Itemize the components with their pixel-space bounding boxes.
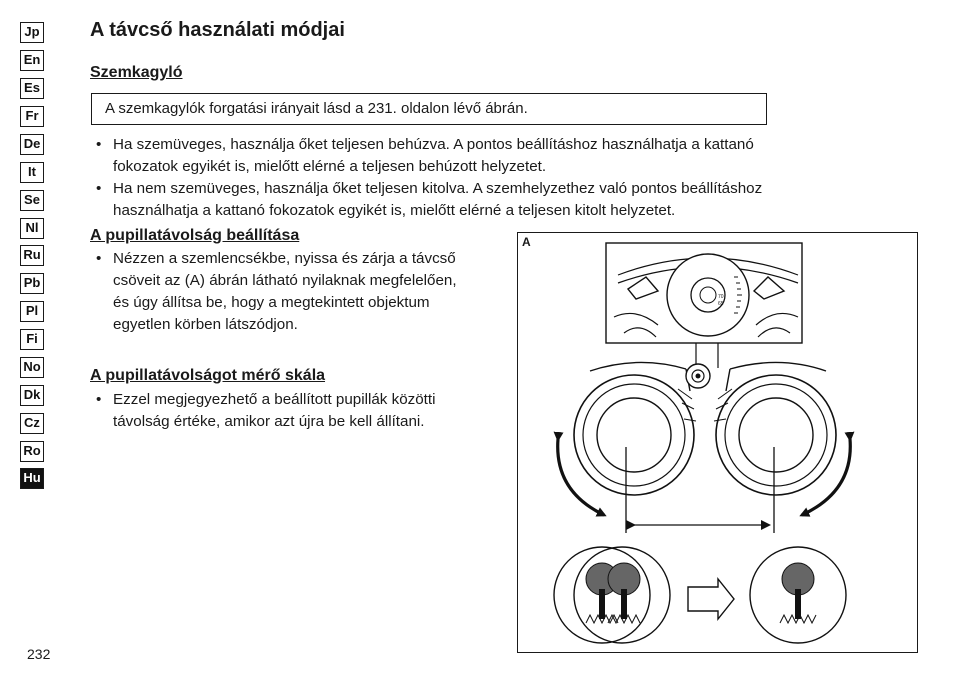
- binocular-illustration: [518, 233, 919, 654]
- dial-mark: 70: [718, 294, 724, 300]
- bullet-dot: •: [96, 136, 102, 153]
- lang-tab-es[interactable]: Es: [20, 78, 44, 99]
- bullet-dot: •: [96, 250, 102, 267]
- lang-tab-ru[interactable]: Ru: [20, 245, 44, 266]
- binocular-body: [574, 362, 836, 495]
- lang-tab-cz[interactable]: Cz: [20, 413, 44, 434]
- list-item: [92, 178, 812, 222]
- eyecup-heading: Szemkagyló: [90, 64, 183, 81]
- lang-tab-no[interactable]: No: [20, 357, 44, 378]
- lang-tab-pb[interactable]: Pb: [20, 273, 44, 294]
- bullet-line: Nézzen a szemlencsékbe, nyissa és zárja a távcső: [113, 250, 456, 267]
- lang-tab-jp[interactable]: Jp: [20, 22, 44, 43]
- lang-tab-fi[interactable]: Fi: [20, 329, 44, 350]
- pupil-adjust-bullet-list: [92, 248, 512, 336]
- bullet-line: Ha szemüveges, használja őket teljesen behúzva. A pontos beállításhoz használhatja a kattanó: [113, 136, 754, 153]
- bullet-line: és úgy állítsa be, hogy a megtekintett objektum: [113, 294, 430, 311]
- pupil-scale-heading: A pupillatávolságot mérő skála: [90, 367, 326, 384]
- page-number: 232: [27, 646, 51, 662]
- bullet-line: egyetlen körben látszódjon.: [113, 316, 298, 333]
- lang-tab-en[interactable]: En: [20, 50, 44, 71]
- bullet-dot: •: [96, 391, 102, 408]
- lang-tab-nl[interactable]: Nl: [20, 218, 44, 239]
- lang-tab-pl[interactable]: Pl: [20, 301, 44, 322]
- double-view-circles: [554, 547, 670, 643]
- bullet-line: Ezzel megjegyezhető a beállított pupillák közötti: [113, 391, 436, 408]
- bullet-line: Ha nem szemüveges, használja őket teljesen kitolva. A szemhelyzethez való pontos beállításhoz: [113, 180, 763, 197]
- scale-inset: [606, 243, 802, 343]
- eyecup-note-box: A szemkagylók forgatási irányait lásd a 231. oldalon lévő ábrán.: [91, 93, 767, 125]
- lang-tab-hu[interactable]: Hu: [20, 468, 44, 489]
- figure-label: A: [522, 235, 531, 249]
- bullet-line: fokozatok egyikét is, mielőtt elérné a teljesen behúzott helyzetet.: [113, 158, 547, 175]
- lang-tab-de[interactable]: De: [20, 134, 44, 155]
- arrow-right-icon: [688, 579, 734, 619]
- lang-tab-se[interactable]: Se: [20, 190, 44, 211]
- list-item: [92, 248, 512, 336]
- lang-tab-fr[interactable]: Fr: [20, 106, 44, 127]
- bullet-line: csöveit az (A) ábrán látható nyilaknak megfelelően,: [113, 272, 457, 289]
- pupil-scale-bullet-list: [92, 389, 512, 433]
- list-item: [92, 389, 512, 433]
- bullet-line: távolság értéke, amikor azt újra be kell állítani.: [113, 413, 425, 430]
- dial-mark: 65: [718, 301, 724, 307]
- figure-a: [517, 232, 918, 653]
- lang-tab-ro[interactable]: Ro: [20, 441, 44, 462]
- pupil-adjust-heading: A pupillatávolság beállítása: [90, 227, 300, 244]
- single-view-circle: [750, 547, 846, 643]
- page-title: A távcső használati módjai: [90, 19, 345, 41]
- bullet-line: használhatja a kattanó fokozatok egyikét is, mielőtt elérné a teljesen kitolt helyzetet.: [113, 202, 676, 219]
- lang-tab-it[interactable]: It: [20, 162, 44, 183]
- eyecup-bullet-list: [92, 134, 812, 222]
- bullet-dot: •: [96, 180, 102, 197]
- list-item: [92, 134, 812, 178]
- lang-tab-dk[interactable]: Dk: [20, 385, 44, 406]
